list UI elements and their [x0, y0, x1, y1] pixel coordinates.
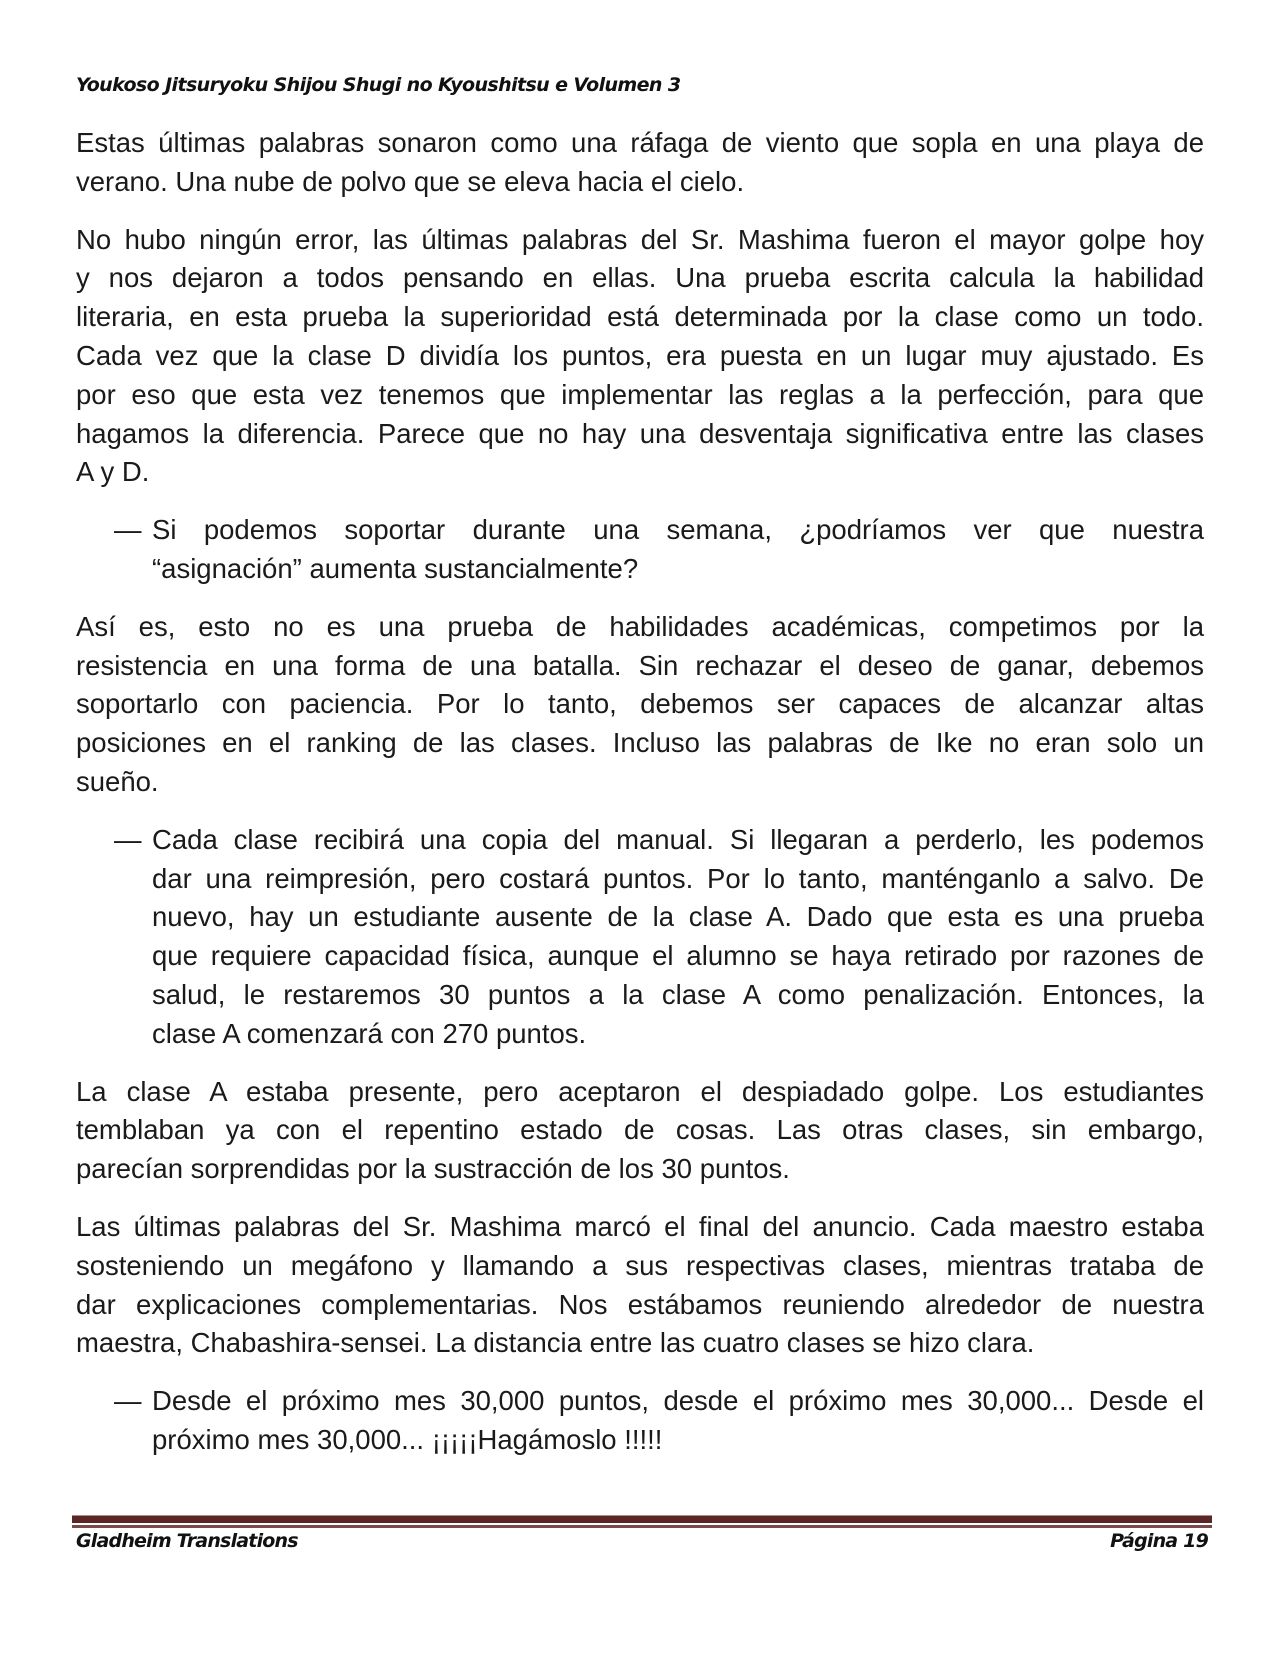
narration-paragraph: [76, 124, 1204, 202]
text-line: sueño.: [76, 765, 159, 797]
text-line: parecían sorprendidas por la sustracción de los 30 puntos.: [76, 1153, 790, 1185]
narration-paragraph: [76, 1208, 1204, 1363]
text-line: A y D.: [76, 456, 150, 488]
text-line: y nos dejaron a todos pensando en ellas. Una prueba escrita calcula la habilidad: [76, 262, 1204, 294]
narration-paragraph: [76, 608, 1204, 802]
text-line: literaria, en esta prueba la superioridad está determinada por la clase como un todo.: [76, 301, 1204, 333]
text-line: La clase A estaba presente, pero aceptaron el despiadado golpe. Los estudiantes: [76, 1075, 1204, 1107]
text-line: Cada vez que la clase D dividía los puntos, era puesta en un lugar muy ajustado. Es: [76, 339, 1204, 371]
dialog-dash: —: [114, 1385, 142, 1417]
dialog-paragraph: [76, 821, 1204, 1054]
text-line: nuevo, hay un estudiante ausente de la clase A. Dado que esta es una prueba: [152, 901, 1204, 933]
dialog-dash: —: [114, 823, 142, 855]
dialog-paragraph: [76, 1382, 1204, 1460]
text-line: Desde el próximo mes 30,000 puntos, desde el próximo mes 30,000... Desde el: [152, 1385, 1204, 1417]
text-line: resistencia en una forma de una batalla. Sin rechazar el deseo de ganar, debemos: [76, 649, 1204, 681]
text-line: sosteniendo un megáfono y llamando a sus respectivas clases, mientras trataba de: [76, 1249, 1204, 1281]
text-line: No hubo ningún error, las últimas palabras del Sr. Mashima fueron el mayor golpe hoy: [76, 223, 1204, 255]
text-line: que requiere capacidad física, aunque el alumno se haya retirado por razones de: [152, 940, 1204, 972]
text-line: verano. Una nube de polvo que se eleva hacia el cielo.: [76, 165, 745, 197]
text-line: Estas últimas palabras sonaron como una ráfaga de viento que sopla en una playa de: [76, 127, 1204, 158]
text-line: dar una reimpresión, pero costará puntos. Por lo tanto, manténganlo a salvo. De: [152, 862, 1204, 894]
text-line: posiciones en el ranking de las clases. Incluso las palabras de Ike no eran solo un: [76, 727, 1204, 759]
text-line: “asignación” aumenta sustancialmente?: [152, 552, 639, 584]
dialog-paragraph: [76, 511, 1204, 589]
narration-paragraph: [76, 221, 1204, 493]
text-line: Las últimas palabras del Sr. Mashima marcó el final del anuncio. Cada maestro estaba: [76, 1210, 1204, 1242]
dialog-dash: —: [114, 514, 142, 546]
text-line: hagamos la diferencia. Parece que no hay una desventaja significativa entre las clases: [76, 417, 1204, 449]
text-line: Cada clase recibirá una copia del manual. Si llegaran a perderlo, les podemos: [152, 823, 1204, 855]
text-line: salud, le restaremos 30 puntos a la clase A como penalización. Entonces, la: [152, 978, 1204, 1010]
running-header-title: Youkoso Jitsuryoku Shijou Shugi no Kyoushitsu e Volumen 3: [76, 74, 681, 96]
text-line: dar explicaciones complementarias. Nos estábamos reuniendo alrededor de nuestra: [76, 1288, 1204, 1320]
text-line: Así es, esto no es una prueba de habilidades académicas, competimos por la: [76, 610, 1204, 642]
text-line: clase A comenzará con 270 puntos.: [152, 1017, 587, 1049]
text-line: temblaban ya con el repentino estado de cosas. Las otras clases, sin embargo,: [76, 1114, 1204, 1146]
text-line: maestra, Chabashira-sensei. La distancia entre las cuatro clases se hizo clara.: [76, 1327, 1035, 1359]
footer-translator-credit: Gladheim Translations: [76, 1530, 298, 1552]
footer-page-number: Página 19: [1110, 1530, 1208, 1552]
document-body: [76, 124, 1204, 1479]
text-line: por eso que esta vez tenemos que implementar las reglas a la perfección, para que: [76, 378, 1204, 410]
text-line: Si podemos soportar durante una semana, ¿podríamos ver que nuestra: [152, 514, 1204, 546]
text-line: próximo mes 30,000... ¡¡¡¡¡Hagámoslo !!!!!: [152, 1423, 663, 1455]
footer-divider: [72, 1515, 1212, 1525]
narration-paragraph: [76, 1073, 1204, 1189]
text-line: soportarlo con paciencia. Por lo tanto, debemos ser capaces de alcanzar altas: [76, 688, 1204, 720]
